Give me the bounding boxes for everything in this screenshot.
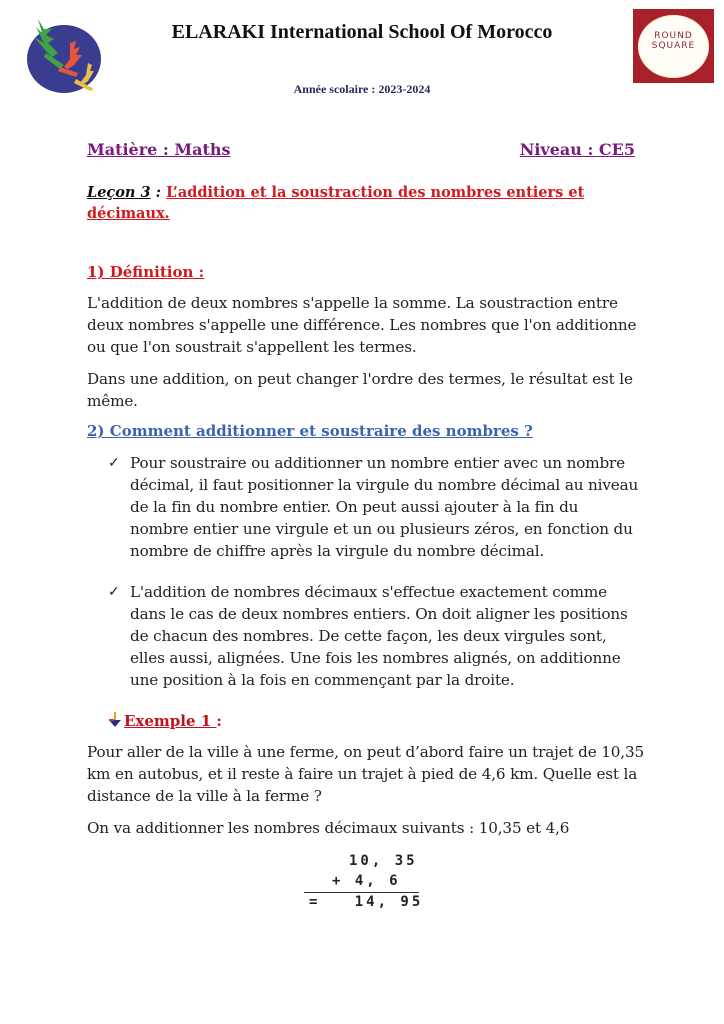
checkmark-icon: ✓ [108, 455, 120, 471]
lesson-separator: : [150, 184, 167, 201]
lesson-title: L’addition et la soustraction des nombres entiers et décimaux. [87, 184, 585, 222]
definition-paragraph: L'addition de deux nombres s'appelle la somme. La soustraction entre deux nombres s'appelle une différence. Les nombres que l'on additionne ou que l'on soustrait s'appellent les termes. [87, 294, 637, 356]
round-square-logo [633, 9, 714, 83]
level-label: Niveau : CE5 [519, 140, 635, 159]
list-item-text: L'addition de nombres décimaux s'effectue exactement comme dans le cas de deux nombres entiers. On doit aligner les positions de chacun des nombres. De cette façon, les deux virgules sont, elles aussi, alignées. Une fois les nombres alignés, on additionne une position à la fois en commençant par la droite. [130, 583, 628, 689]
sum-divider [304, 892, 419, 893]
lesson-number: Leçon 3 [87, 184, 151, 201]
example-problem: Pour aller de la ville à une ferme, on peut d’abord faire un trajet de 10,35 km en autobus, et il reste à faire un trajet à pied de 4,6 km. Quelle est la distance de la ville à la ferme ? [87, 743, 644, 805]
round-square-line1: ROUND [654, 31, 693, 41]
example-colon: : [216, 712, 222, 730]
subject-label: Matière : Maths [87, 140, 231, 159]
addend-2: + 4, 6 [332, 873, 401, 889]
example-label: Exemple 1 [124, 712, 217, 730]
school-year: Année scolaire : 2023-2024 [293, 82, 431, 96]
round-square-text [633, 31, 714, 51]
round-square-line2: SQUARE [651, 41, 696, 51]
list-item-text: Pour soustraire ou additionner un nombre entier avec un nombre décimal, il faut positionner la virgule du nombre décimal au niveau de la fin du nombre entier. On peut aussi ajouter à la fin du nombre entier une virgule et un ou plusieurs zéros, en fonction du nombre de chiffre après la virgule du nombre décimal. [130, 454, 639, 560]
lesson-heading [87, 182, 607, 224]
school-name: ELARAKI International School Of Morocco [171, 21, 553, 43]
example-instruction: On va additionner les nombres décimaux suivants : 10,35 et 4,6 [87, 819, 570, 837]
order-paragraph: Dans une addition, on peut changer l'ordre des termes, le résultat est le même. [87, 370, 633, 410]
addend-1: 10, 35 [349, 853, 418, 869]
example-heading [108, 711, 222, 732]
section-method-heading: 2) Comment additionner et soustraire des nombres ? [87, 422, 533, 440]
sum-result: = 14, 95 [309, 894, 424, 910]
section-definition-heading: 1) Définition : [87, 263, 205, 281]
down-arrow-icon [108, 712, 124, 732]
checkmark-icon: ✓ [108, 584, 120, 600]
